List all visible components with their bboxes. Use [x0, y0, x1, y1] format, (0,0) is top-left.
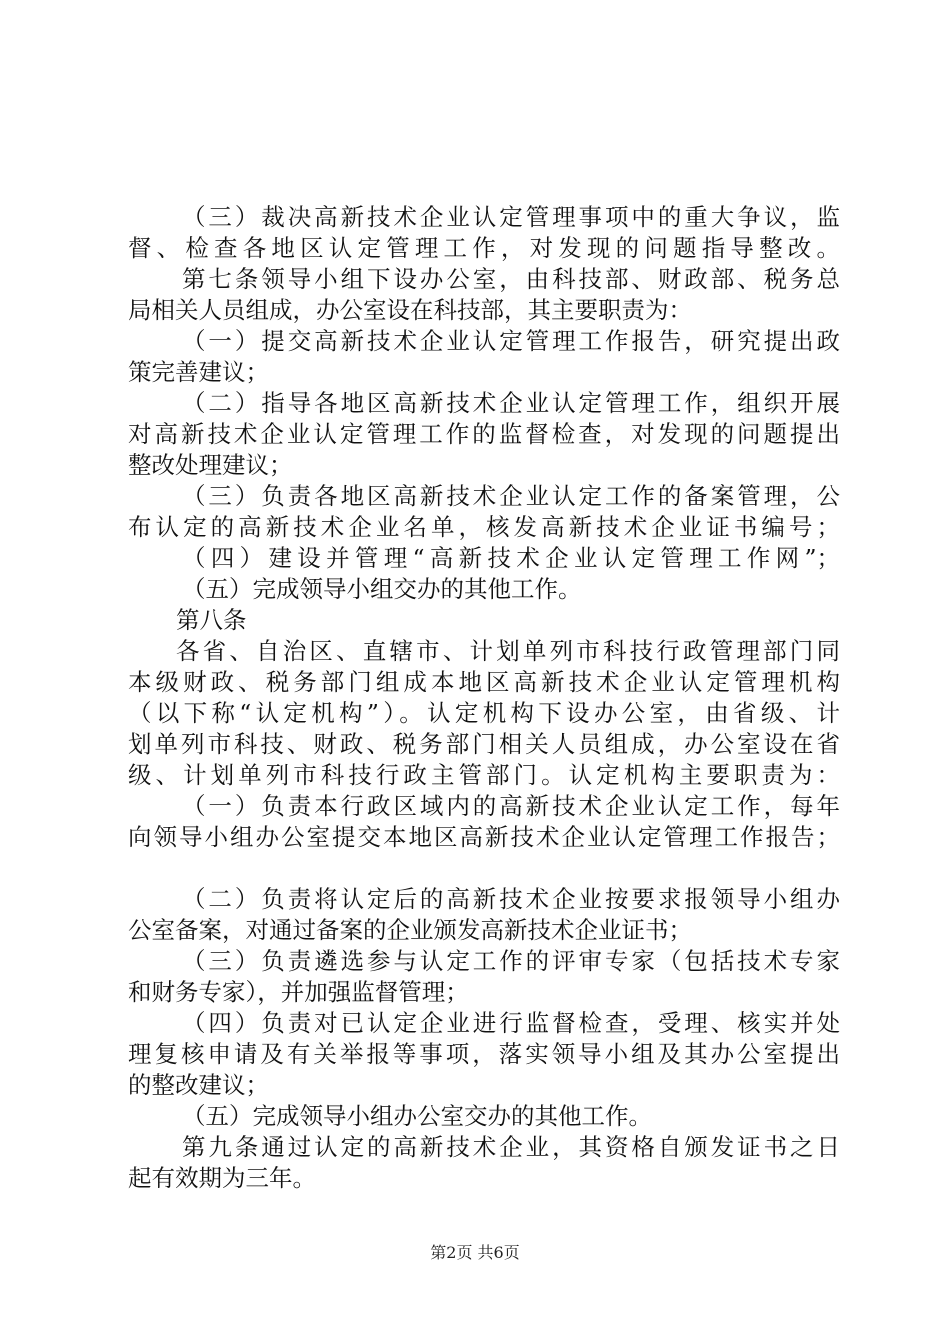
page-footer: 第2页 共6页	[430, 1243, 520, 1262]
text-line: （一）负责本行政区域内的高新技术企业认定工作，每年	[182, 792, 840, 820]
text-line: 起有效期为三年。	[128, 1164, 316, 1192]
text-line: （三）裁决高新技术企业认定管理事项中的重大争议，监	[182, 203, 840, 231]
text-line: （三）负责各地区高新技术企业认定工作的备案管理，公	[182, 482, 840, 510]
text-line: 第八条	[176, 606, 247, 634]
text-line: 布认定的高新技术企业名单，核发高新技术企业证书编号；	[128, 513, 840, 541]
text-line: 理复核申请及有关举报等事项，落实领导小组及其办公室提出	[128, 1040, 840, 1068]
text-line: 级、计划单列市科技行政主管部门。认定机构主要职责为：	[128, 761, 840, 789]
text-line: 对高新技术企业认定管理工作的监督检查，对发现的问题提出	[128, 420, 840, 448]
text-line: 局相关人员组成，办公室设在科技部，其主要职责为：	[128, 296, 692, 324]
text-line: 第七条领导小组下设办公室，由科技部、财政部、税务总	[182, 265, 840, 293]
text-line: （五）完成领导小组交办的其他工作。	[182, 575, 582, 603]
text-line: 公室备案，对通过备案的企业颁发高新技术企业证书；	[128, 916, 692, 944]
text-line: 的整改建议；	[128, 1071, 269, 1099]
text-line: 各省、自治区、直辖市、计划单列市科技行政管理部门同	[176, 637, 840, 665]
text-line: 整改处理建议；	[128, 451, 293, 479]
text-line: 向领导小组办公室提交本地区高新技术企业认定管理工作报告；	[128, 823, 840, 851]
text-line: （以下称“认定机构”）。认定机构下设办公室，由省级、计	[128, 699, 840, 727]
text-line: （二）负责将认定后的高新技术企业按要求报领导小组办	[182, 885, 840, 913]
text-line: （五）完成领导小组办公室交办的其他工作。	[182, 1102, 652, 1130]
document-body	[128, 202, 840, 1194]
text-line: 划单列市科技、财政、税务部门相关人员组成，办公室设在省	[128, 730, 840, 758]
blank-line	[128, 853, 840, 884]
text-line: 本级财政、税务部门组成本地区高新技术企业认定管理机构	[128, 668, 840, 696]
text-line: （四）负责对已认定企业进行监督检查，受理、核实并处	[182, 1009, 840, 1037]
text-line: 第九条通过认定的高新技术企业，其资格自颁发证书之日	[182, 1133, 840, 1161]
text-line: （三）负责遴选参与认定工作的评审专家（包括技术专家	[182, 947, 840, 975]
text-line: （二）指导各地区高新技术企业认定管理工作，组织开展	[182, 389, 840, 417]
text-line: （四）建设并管理“高新技术企业认定管理工作网”；	[182, 544, 840, 572]
text-line: 督、检查各地区认定管理工作，对发现的问题指导整改。	[128, 234, 840, 262]
text-line: 策完善建议；	[128, 358, 269, 386]
text-line: （一）提交高新技术企业认定管理工作报告，研究提出政	[182, 327, 840, 355]
text-line: 和财务专家），并加强监督管理；	[128, 978, 469, 1006]
